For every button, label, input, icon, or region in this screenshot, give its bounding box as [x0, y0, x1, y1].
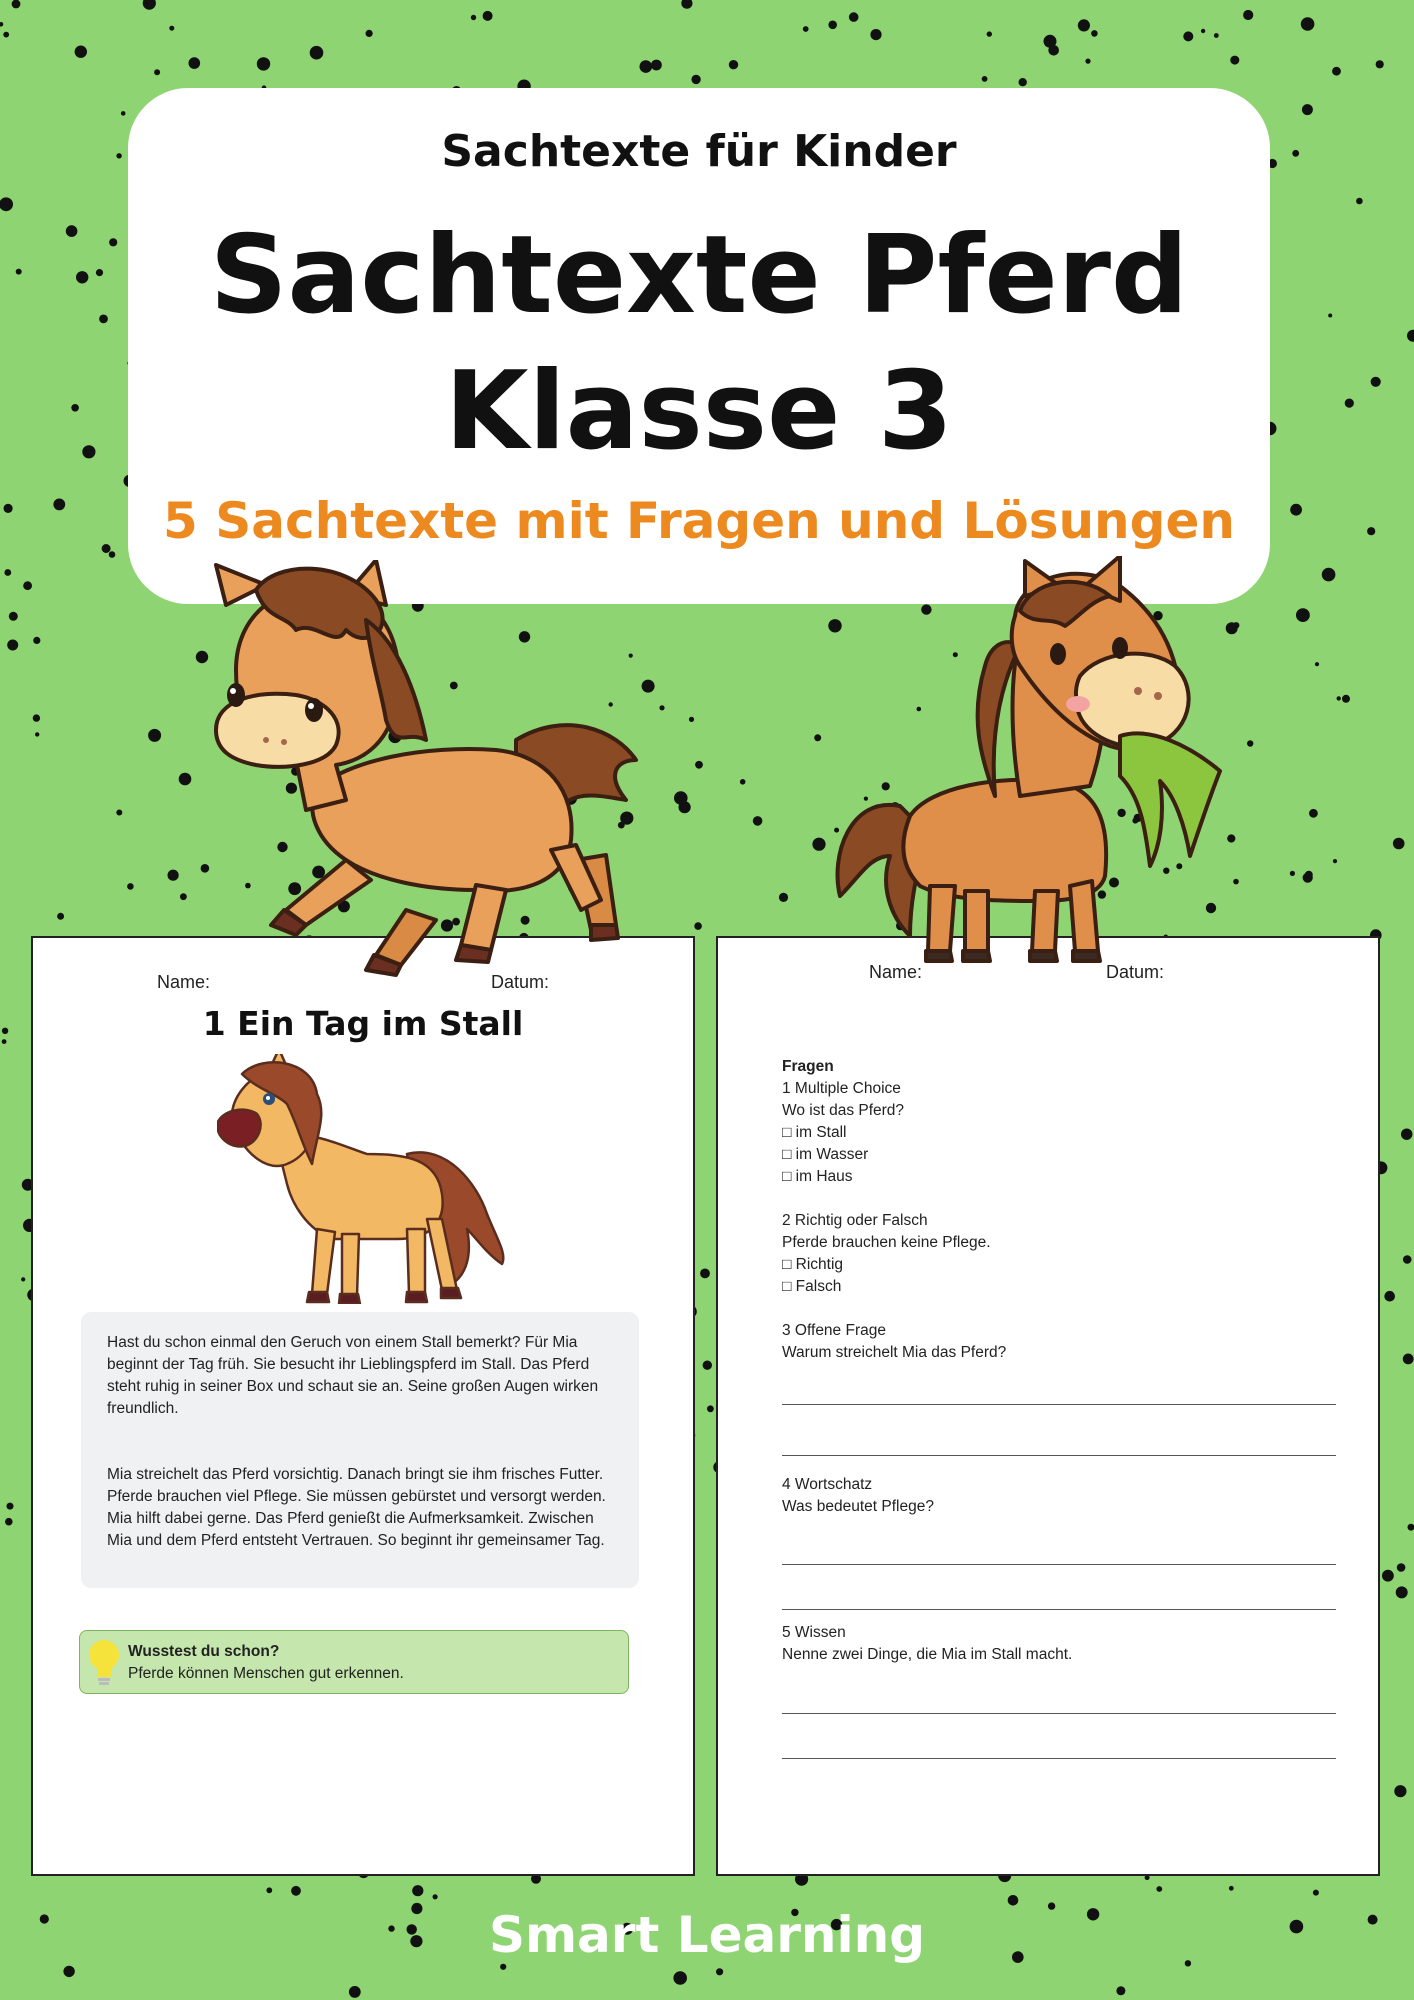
answer-line[interactable]	[782, 1609, 1336, 1610]
answer-line[interactable]	[782, 1404, 1336, 1405]
question-3-text: Warum streichelt Mia das Pferd?	[782, 1344, 1007, 1361]
background-dot	[109, 238, 117, 246]
background-dot	[483, 11, 493, 21]
question-2-option-checkbox[interactable]: □ Richtig	[782, 1256, 844, 1273]
background-dot	[1403, 1255, 1412, 1264]
background-dot	[659, 705, 664, 710]
background-dot	[310, 46, 324, 60]
horse-picture	[217, 1054, 507, 1304]
background-dot	[1397, 1563, 1406, 1572]
background-dot	[1394, 1785, 1406, 1797]
background-dot	[1322, 568, 1336, 582]
background-dot	[1313, 1890, 1319, 1896]
background-dot	[1214, 33, 1219, 38]
story-paragraph-2: Mia streichelt das Pferd vorsichtig. Danach bringt sie ihm frisches Futter. Pferde brauchen viel Pflege. Sie müssen gebürstet und versorgt werden. Mia hilft dabei gerne. Das Pferd genießt die Aufmerksamkeit. Zwischen Mia und dem Pferd entsteht Vertrauen. So beginnt ihr gemeinsamer Tag.	[107, 1466, 606, 1549]
background-dot	[500, 1964, 506, 1970]
background-dot	[1292, 150, 1299, 157]
question-3-type: 3 Offene Frage	[782, 1322, 886, 1339]
background-dot	[66, 225, 78, 237]
question-4-text: Was bedeutet Pflege?	[782, 1498, 934, 1515]
background-dot	[1019, 78, 1027, 86]
background-dot	[1296, 608, 1310, 622]
title-line-2: Klasse 3	[444, 349, 954, 474]
background-dot	[169, 26, 174, 31]
background-dot	[1116, 1986, 1125, 1995]
background-dot	[694, 922, 702, 930]
brand-logo-text: Smart Learning	[488, 1906, 926, 1964]
background-dot	[1332, 67, 1341, 76]
background-dot	[1384, 1291, 1395, 1302]
background-dot	[154, 69, 160, 75]
background-dot	[33, 714, 40, 721]
background-dot	[433, 1894, 438, 1899]
question-2-type: 2 Richtig oder Falsch	[782, 1212, 928, 1229]
title-line-1: Sachtexte Pferd	[209, 213, 1189, 338]
background-dot	[76, 271, 88, 283]
background-dot	[1290, 504, 1302, 516]
background-dot	[23, 581, 32, 590]
background-dot	[12, 0, 21, 8]
background-dot	[1328, 314, 1332, 318]
background-dot	[127, 883, 134, 890]
date-label: Datum:	[491, 972, 550, 992]
background-dot	[291, 1886, 301, 1896]
background-dot	[4, 569, 11, 576]
background-dot	[412, 1885, 423, 1896]
background-dot	[109, 551, 116, 558]
background-dot	[1371, 377, 1381, 387]
background-dot	[349, 1986, 361, 1998]
background-dot	[674, 791, 688, 805]
background-dot	[148, 729, 161, 742]
question-1-option-checkbox[interactable]: □ im Wasser	[782, 1146, 869, 1163]
title-card	[128, 88, 1270, 604]
background-dot	[1301, 17, 1315, 31]
questions-heading: Fragen	[782, 1058, 834, 1075]
background-dot	[1156, 1886, 1162, 1892]
background-dot	[689, 717, 694, 722]
background-dot	[1393, 838, 1405, 850]
background-dot	[257, 57, 270, 70]
question-1-text: Wo ist das Pferd?	[782, 1102, 905, 1119]
fun-fact-text: Pferde können Menschen gut erkennen.	[128, 1665, 404, 1682]
background-dot	[1044, 35, 1057, 48]
background-dot	[651, 60, 662, 71]
background-dot	[1382, 1570, 1394, 1582]
question-1-type: 1 Multiple Choice	[782, 1080, 901, 1097]
background-dot	[870, 29, 881, 40]
date-label: Datum:	[1106, 962, 1165, 982]
background-dot	[7, 640, 18, 651]
background-dot	[75, 46, 87, 58]
background-dot	[53, 499, 65, 511]
name-label: Name:	[157, 972, 211, 992]
background-dot	[5, 1518, 13, 1526]
background-dot	[2, 1028, 8, 1034]
story-worksheet	[31, 936, 695, 1876]
series-label: Sachtexte für Kinder	[441, 126, 957, 177]
background-dot	[2, 1039, 7, 1044]
background-dot	[63, 1966, 74, 1977]
running-horse-illustration	[196, 560, 646, 980]
background-dot	[1407, 330, 1414, 342]
background-dot	[1408, 1524, 1414, 1531]
fun-fact-title: Wusstest du schon?	[128, 1643, 280, 1660]
subtitle: 5 Sachtexte mit Fragen und Lösungen	[163, 492, 1235, 550]
background-dot	[740, 779, 746, 785]
background-dot	[703, 1361, 712, 1370]
background-dot	[1401, 1129, 1412, 1140]
background-dot	[471, 15, 476, 20]
background-dot	[71, 404, 79, 412]
background-dot	[180, 893, 187, 900]
background-dot	[1376, 60, 1384, 68]
background-dot	[1230, 56, 1239, 65]
answer-line[interactable]	[782, 1564, 1336, 1565]
background-dot	[828, 21, 837, 30]
background-dot	[1403, 1354, 1414, 1365]
background-dot	[33, 637, 40, 644]
background-dot	[987, 31, 992, 36]
name-label: Name:	[869, 962, 923, 982]
background-dot	[1183, 31, 1193, 41]
background-dot	[982, 76, 988, 82]
background-dot	[1315, 662, 1319, 666]
story-paragraph-1: Hast du schon einmal den Geruch von einem Stall bemerkt? Für Mia beginnt der Tag früh. Sie besucht ihr Lieblingspferd im Stall. Das Pferd steht ruhig in seiner Box und schaut sie an. Seine großen Augen wirken freundlich.	[107, 1334, 599, 1417]
answer-line[interactable]	[782, 1455, 1336, 1456]
background-dot	[640, 60, 653, 73]
background-dot	[1367, 527, 1375, 535]
background-dot	[753, 816, 763, 826]
background-dot	[21, 1277, 25, 1281]
background-dot	[1091, 30, 1098, 37]
background-dot	[121, 111, 126, 116]
question-5-type: 5 Wissen	[782, 1624, 846, 1641]
background-dot	[700, 1269, 710, 1279]
background-dot	[366, 30, 373, 37]
background-dot	[189, 57, 201, 69]
background-dot	[9, 612, 18, 621]
background-dot	[1342, 695, 1350, 703]
answer-line[interactable]	[782, 1713, 1336, 1714]
background-dot	[4, 504, 13, 513]
question-1-option-checkbox[interactable]: □ im Stall	[782, 1124, 847, 1141]
main-title	[128, 208, 1270, 480]
background-dot	[1396, 1586, 1408, 1598]
background-dot	[116, 810, 122, 816]
background-dot	[179, 773, 192, 786]
background-dot	[16, 269, 22, 275]
background-dot	[707, 1405, 714, 1412]
background-dot	[266, 1887, 272, 1893]
background-dot	[729, 60, 738, 69]
question-2-text: Pferde brauchen keine Pflege.	[782, 1234, 991, 1251]
background-dot	[82, 445, 95, 458]
background-dot	[779, 893, 788, 902]
background-dot	[3, 32, 9, 38]
grazing-horse-illustration	[820, 556, 1250, 976]
background-dot	[1078, 19, 1090, 31]
background-dot	[99, 315, 108, 324]
background-dot	[1008, 1895, 1019, 1906]
background-dot	[803, 26, 809, 32]
background-dot	[1337, 696, 1341, 700]
background-dot	[1201, 29, 1205, 33]
background-dot	[1302, 104, 1313, 115]
background-dot	[1309, 809, 1318, 818]
background-dot	[849, 12, 859, 22]
question-1-option-checkbox[interactable]: □ im Haus	[782, 1168, 853, 1185]
background-dot	[1356, 198, 1363, 205]
background-dot	[96, 269, 103, 276]
story-title: 1 Ein Tag im Stall	[202, 1004, 524, 1043]
background-dot	[1305, 871, 1313, 879]
questions-worksheet	[716, 936, 1380, 1876]
story-text-box	[81, 1312, 639, 1588]
background-dot	[1333, 859, 1337, 863]
background-dot	[116, 153, 121, 158]
background-dot	[35, 732, 39, 736]
background-dot	[57, 913, 64, 920]
background-dot	[679, 1974, 687, 1982]
light-bulb-icon	[86, 1637, 122, 1689]
question-list	[782, 1056, 1342, 1666]
background-dot	[1085, 59, 1090, 64]
background-dot	[0, 22, 3, 27]
background-dot	[1229, 1886, 1234, 1891]
question-4-type: 4 Wortschatz	[782, 1476, 873, 1493]
background-dot	[695, 761, 703, 769]
background-dot	[1290, 871, 1295, 876]
background-dot	[0, 197, 13, 211]
background-dot	[143, 0, 156, 10]
question-2-option-checkbox[interactable]: □ Falsch	[782, 1278, 842, 1295]
question-5-text: Nenne zwei Dinge, die Mia im Stall macht.	[782, 1646, 1073, 1663]
background-dot	[168, 870, 179, 881]
background-dot	[681, 0, 692, 9]
fun-fact-box	[79, 1630, 629, 1694]
background-dot	[716, 1968, 723, 1975]
background-dot	[1243, 10, 1253, 20]
background-dot	[7, 1503, 14, 1510]
background-dot	[1345, 399, 1354, 408]
background-dot	[691, 75, 700, 84]
answer-line[interactable]	[782, 1758, 1336, 1759]
background-dot	[102, 544, 111, 553]
